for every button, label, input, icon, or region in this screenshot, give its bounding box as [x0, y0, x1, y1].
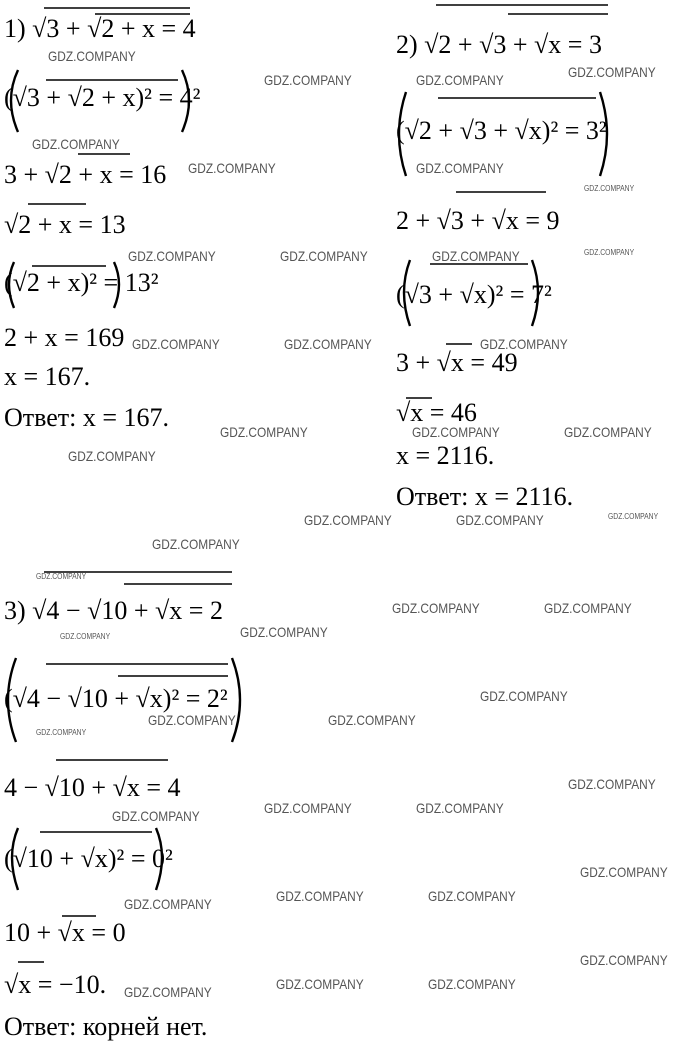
- watermark: GDZ.COMPANY: [416, 72, 504, 88]
- p1-line6: 2 + x = 169: [4, 323, 125, 352]
- watermark: GDZ.COMPANY: [580, 864, 668, 880]
- p2-answer: Ответ: x = 2116.: [396, 482, 574, 511]
- p3-line6: √x = −10.: [4, 970, 107, 999]
- watermark: GDZ.COMPANY: [32, 136, 120, 152]
- p2-line1: 2) √2 + √3 + √x = 3: [396, 30, 602, 59]
- p2-line7: x = 2116.: [396, 441, 495, 470]
- watermark: GDZ.COMPANY: [584, 248, 635, 257]
- p3-line1: 3) √4 − √10 + √x = 2: [4, 596, 223, 625]
- watermark: GDZ.COMPANY: [68, 448, 156, 464]
- watermark: GDZ.COMPANY: [584, 184, 635, 193]
- watermark: GDZ.COMPANY: [148, 712, 236, 728]
- watermark: GDZ.COMPANY: [264, 800, 352, 816]
- p3-answer: Ответ: корней нет.: [4, 1012, 208, 1041]
- watermark: GDZ.COMPANY: [276, 888, 364, 904]
- p2-line6: √x = 46: [396, 398, 477, 427]
- p3-line2: (√4 − √10 + √x)² = 2²: [4, 684, 228, 713]
- p1-line1: 1) √3 + √2 + x = 4: [4, 14, 196, 43]
- watermark: GDZ.COMPANY: [276, 976, 364, 992]
- watermark: GDZ.COMPANY: [128, 248, 216, 264]
- watermark: GDZ.COMPANY: [480, 688, 568, 704]
- watermark: GDZ.COMPANY: [480, 336, 568, 352]
- watermark: GDZ.COMPANY: [48, 48, 136, 64]
- watermark: GDZ.COMPANY: [112, 808, 200, 824]
- watermark: GDZ.COMPANY: [220, 424, 308, 440]
- watermark: GDZ.COMPANY: [416, 800, 504, 816]
- watermark: GDZ.COMPANY: [428, 976, 516, 992]
- watermark: GDZ.COMPANY: [280, 248, 368, 264]
- p1-line2: (√3 + √2 + x)² = 4²: [4, 83, 201, 112]
- watermark: GDZ.COMPANY: [412, 424, 500, 440]
- watermark: GDZ.COMPANY: [564, 424, 652, 440]
- watermark: GDZ.COMPANY: [284, 336, 372, 352]
- p3-line4: (√10 + √x)² = 0²: [4, 844, 173, 873]
- watermark: GDZ.COMPANY: [608, 512, 659, 521]
- watermark: GDZ.COMPANY: [428, 888, 516, 904]
- watermark: GDZ.COMPANY: [580, 952, 668, 968]
- watermark: GDZ.COMPANY: [124, 896, 212, 912]
- p2-line3: 2 + √3 + √x = 9: [396, 206, 560, 235]
- watermark: GDZ.COMPANY: [264, 72, 352, 88]
- watermark: GDZ.COMPANY: [304, 512, 392, 528]
- watermark: GDZ.COMPANY: [544, 600, 632, 616]
- p3-line3: 4 − √10 + √x = 4: [4, 773, 181, 802]
- p1-line4: √2 + x = 13: [4, 210, 126, 239]
- p1-line3: 3 + √2 + x = 16: [4, 160, 167, 189]
- p2-line2: (√2 + √3 + √x)² = 3²: [396, 116, 607, 145]
- watermark: GDZ.COMPANY: [36, 572, 87, 581]
- watermark: GDZ.COMPANY: [132, 336, 220, 352]
- p1-line5: (√2 + x)² = 13²: [4, 268, 159, 297]
- p1-line7: x = 167.: [4, 362, 91, 391]
- p2-line5: 3 + √x = 49: [396, 348, 518, 377]
- p3-line5: 10 + √x = 0: [4, 918, 126, 947]
- watermark: GDZ.COMPANY: [60, 632, 111, 641]
- watermark: GDZ.COMPANY: [568, 776, 656, 792]
- watermark: GDZ.COMPANY: [124, 984, 212, 1000]
- watermark: GDZ.COMPANY: [416, 160, 504, 176]
- p2-line4: (√3 + √x)² = 7²: [396, 280, 552, 309]
- watermark: GDZ.COMPANY: [188, 160, 276, 176]
- watermark: GDZ.COMPANY: [328, 712, 416, 728]
- watermark: GDZ.COMPANY: [456, 512, 544, 528]
- watermark: GDZ.COMPANY: [36, 728, 87, 737]
- p1-answer: Ответ: x = 167.: [4, 403, 170, 432]
- watermark: GDZ.COMPANY: [568, 64, 656, 80]
- watermark: GDZ.COMPANY: [152, 536, 240, 552]
- watermark: GDZ.COMPANY: [432, 248, 520, 264]
- watermark: GDZ.COMPANY: [240, 624, 328, 640]
- watermark: GDZ.COMPANY: [392, 600, 480, 616]
